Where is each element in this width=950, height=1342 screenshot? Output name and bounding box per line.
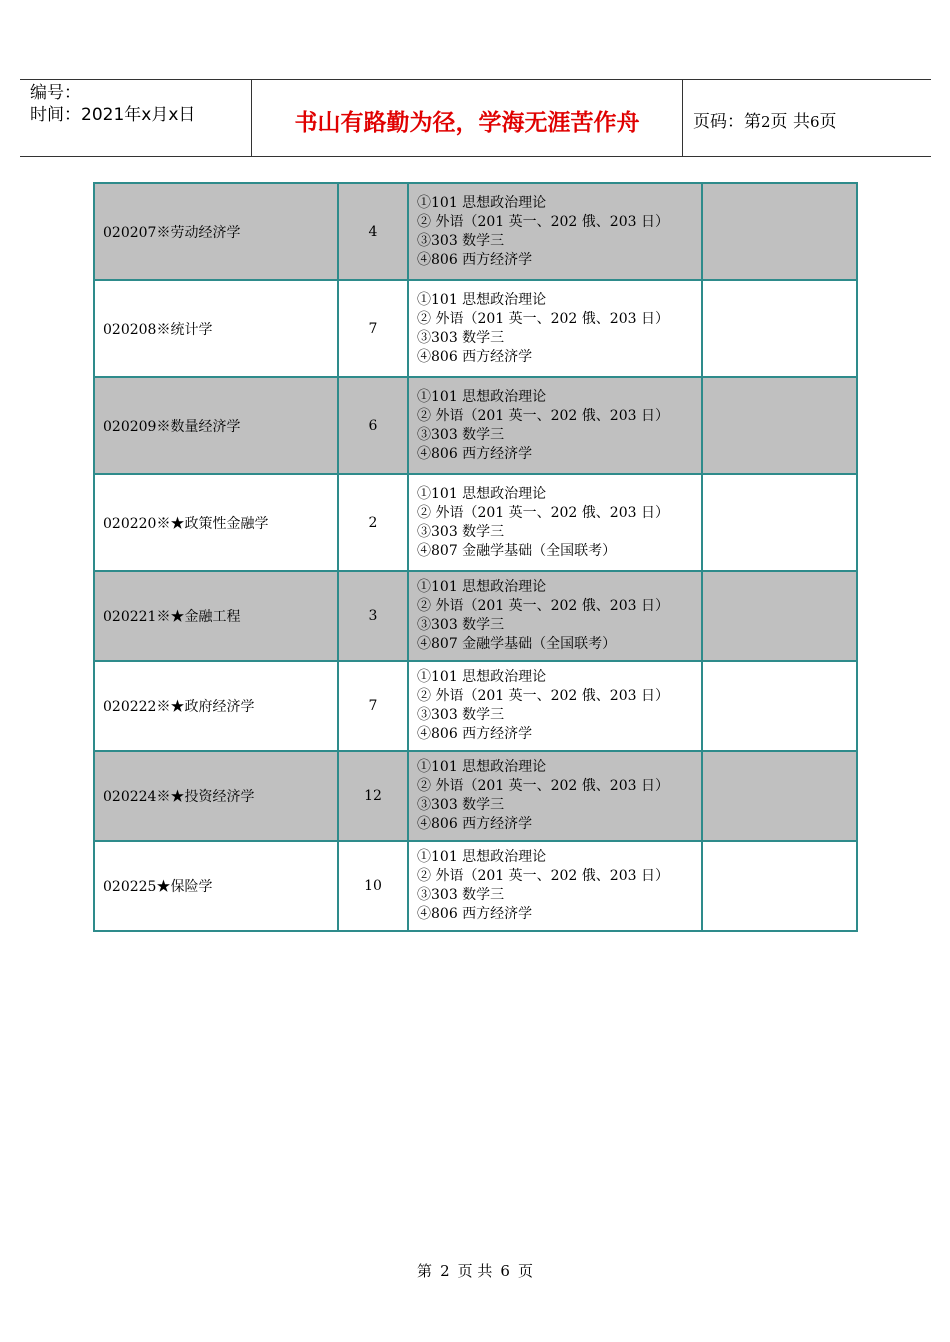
header-meta (30, 82, 195, 126)
exam-subject-line: ③303 数学三 (417, 707, 505, 723)
program-code-cell: 020207※劳动经济学 (94, 183, 338, 280)
footer-prefix: 第 (417, 1262, 433, 1280)
exam-subject-line: ①101 思想政治理论 (417, 194, 547, 211)
exam-subject-line: ④807 金融学基础（全国联考） (417, 636, 617, 652)
header-bottom-rule (20, 156, 931, 157)
program-code-cell: 020222※★政府经济学 (94, 661, 338, 751)
exam-subjects-cell (408, 571, 702, 661)
exam-subject-line: ③303 数学三 (417, 329, 505, 346)
exam-subject-line: ③303 数学三 (417, 797, 505, 813)
page-footer (0, 1260, 950, 1281)
exam-subject-line: ①101 思想政治理论 (417, 579, 547, 595)
header-top-rule (20, 79, 931, 80)
program-code-cell: 020220※★政策性金融学 (94, 474, 338, 571)
page-label: 页码：第 (693, 112, 761, 132)
exam-subject-line: ③303 数学三 (417, 232, 505, 249)
remarks-cell (702, 377, 857, 474)
time-label: 时间：2021年x月x日 (30, 105, 196, 125)
exam-subject-line: ② 外语（201 英一、202 俄、203 日） (417, 778, 669, 794)
program-code-cell: 020221※★金融工程 (94, 571, 338, 661)
enrollment-count-cell: 10 (338, 841, 408, 931)
table-row (94, 661, 857, 751)
exam-subjects-cell (408, 474, 702, 571)
exam-subject-line: ③303 数学三 (417, 617, 505, 633)
exam-subject-line: ② 外语（201 英一、202 俄、203 日） (417, 310, 669, 327)
program-code-cell: 020209※数量经济学 (94, 377, 338, 474)
exam-subject-line: ①101 思想政治理论 (417, 759, 547, 775)
footer-page-total: 6 (500, 1262, 510, 1280)
exam-subject-line: ①101 思想政治理论 (417, 388, 547, 405)
exam-subject-line: ①101 思想政治理论 (417, 291, 547, 308)
exam-subject-line: ①101 思想政治理论 (417, 669, 547, 685)
footer-mid: 页 共 (457, 1262, 493, 1280)
remarks-cell (702, 751, 857, 841)
exam-subject-line: ② 外语（201 英一、202 俄、203 日） (417, 213, 669, 230)
table-row (94, 841, 857, 931)
program-code-cell: 020225★保险学 (94, 841, 338, 931)
exam-subjects-cell (408, 661, 702, 751)
remarks-cell (702, 661, 857, 751)
header-motto: 书山有路勤为径，学海无涯苦作舟 (294, 110, 640, 136)
header-page-indicator (693, 107, 837, 132)
exam-subject-line: ①101 思想政治理论 (417, 849, 547, 865)
page-number: 2 (761, 113, 771, 131)
remarks-cell (702, 571, 857, 661)
program-table (93, 182, 858, 932)
header-divider-2 (682, 79, 683, 157)
page-mid: 页 共 (770, 112, 810, 132)
remarks-cell (702, 280, 857, 377)
exam-subjects-cell (408, 377, 702, 474)
enrollment-count-cell: 4 (338, 183, 408, 280)
program-code-cell: 020208※统计学 (94, 280, 338, 377)
remarks-cell (702, 183, 857, 280)
table-row (94, 377, 857, 474)
enrollment-count-cell: 7 (338, 661, 408, 751)
table-row (94, 571, 857, 661)
exam-subjects-cell (408, 751, 702, 841)
table-row (94, 183, 857, 280)
exam-subject-line: ② 外语（201 英一、202 俄、203 日） (417, 598, 669, 614)
serial-label: 编号： (30, 83, 81, 103)
enrollment-count-cell: 3 (338, 571, 408, 661)
exam-subject-line: ④806 西方经济学 (417, 348, 533, 365)
exam-subject-line: ③303 数学三 (417, 426, 505, 443)
page-total: 6 (809, 113, 820, 131)
exam-subjects-cell (408, 280, 702, 377)
page-end: 页 (819, 112, 837, 132)
exam-subject-line: ④806 西方经济学 (417, 816, 533, 832)
remarks-cell (702, 841, 857, 931)
enrollment-count-cell: 12 (338, 751, 408, 841)
exam-subject-line: ④806 西方经济学 (417, 445, 533, 462)
exam-subjects-cell (408, 183, 702, 280)
footer-suffix: 页 (517, 1262, 533, 1280)
table-row (94, 474, 857, 571)
table-row (94, 751, 857, 841)
enrollment-count-cell: 2 (338, 474, 408, 571)
exam-subject-line: ④806 西方经济学 (417, 906, 533, 922)
exam-subject-line: ④806 西方经济学 (417, 251, 533, 268)
exam-subject-line: ①101 思想政治理论 (417, 485, 547, 502)
exam-subject-line: ② 外语（201 英一、202 俄、203 日） (417, 504, 669, 521)
enrollment-count-cell: 7 (338, 280, 408, 377)
exam-subject-line: ④807 金融学基础（全国联考） (417, 542, 617, 559)
table-row (94, 280, 857, 377)
exam-subject-line: ② 外语（201 英一、202 俄、203 日） (417, 688, 669, 704)
program-code-cell: 020224※★投资经济学 (94, 751, 338, 841)
exam-subjects-cell (408, 841, 702, 931)
exam-subject-line: ③303 数学三 (417, 887, 505, 903)
enrollment-count-cell: 6 (338, 377, 408, 474)
exam-subject-line: ③303 数学三 (417, 523, 505, 540)
footer-page-number: 2 (440, 1262, 450, 1280)
exam-subject-line: ② 外语（201 英一、202 俄、203 日） (417, 868, 669, 884)
exam-subject-line: ② 外语（201 英一、202 俄、203 日） (417, 407, 669, 424)
remarks-cell (702, 474, 857, 571)
exam-subject-line: ④806 西方经济学 (417, 726, 533, 742)
